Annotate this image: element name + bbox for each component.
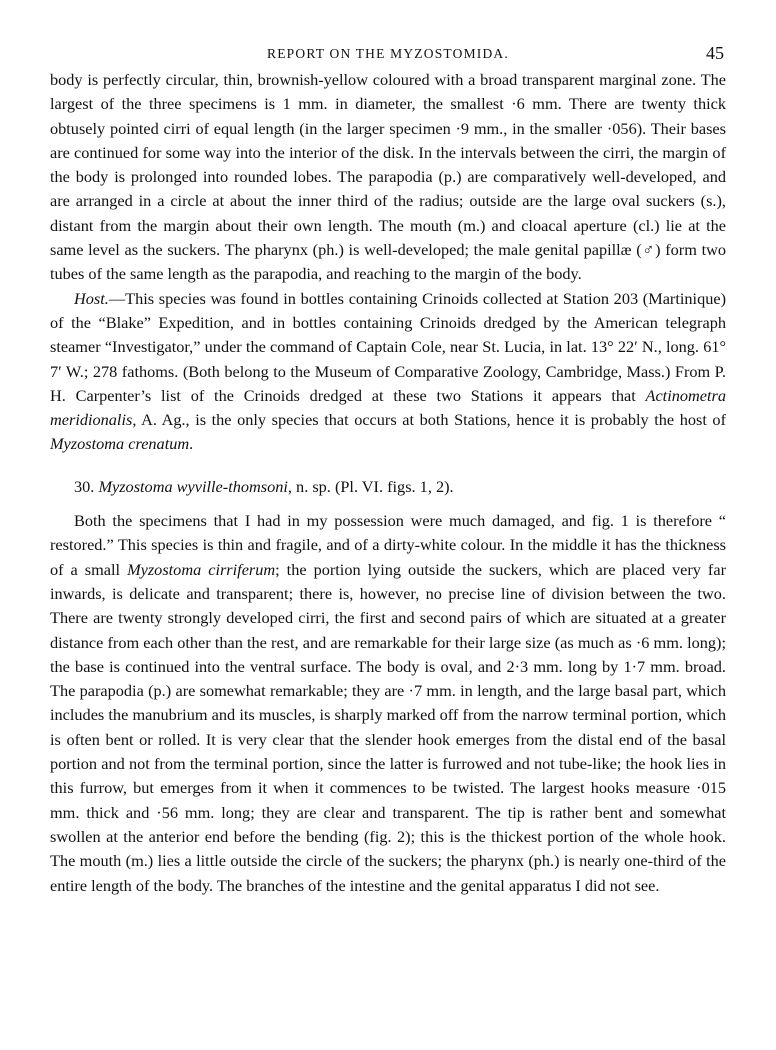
paragraph-continued: body is perfectly circular, thin, brownish-yellow coloured with a broad transparent marginal zone. The largest of the three specimens is 1 mm. in diameter, the smallest ·6 mm. There are twenty thick obtusely pointed cirri of equal length (in the larger specimen ·9 mm., in the smaller ·056). Their bases are continued for some way into the interior of the disk. In the intervals between the cirri, the margin of the body is prolonged into rounded lobes. The parapodia (p.) are comparatively well-developed, and are arranged in a circle at about the inner third of the radius; outside are the large oval suckers (s.), distant from the margin about their own length. The mouth (m.) and cloacal aperture (cl.) lie at the same level as the suckers. The pharynx (ph.) is well-developed; the male genital papillæ (♂) form two tubes of the same length as the parapodia, and reaching to the margin of the body. bbox=[50, 70, 726, 284]
host-label: Host. bbox=[74, 288, 109, 308]
section-number: 30. bbox=[74, 476, 95, 496]
desc-text-b: ; the portion lying outside the suckers, which are placed very far inwards, is delicate and transparent; there is, however, no precise line of division between the two. There are twenty strongly developed cirri, the first and second pairs of which are situated at a greater distance from each other than the rest, and are remarkable for their large size (as much as ·6 mm. long); the base is continued into the ventral surface. The body is oval, and 2·3 mm. long by 1·7 mm. broad. The parapodia (p.) are somewhat remarkable; they are ·7 mm. in length, and the large basal part, which includes the manubrium and its muscles, is sharply marked off from the narrow terminal portion, which is often bent or rolled. It is very clear that the slender hook emerges from the distal end of the basal portion and not from the terminal portion, since the latter is furrowed and not tube-like; the hook lies in this furrow, but emerges from it when it commences to be twisted. The largest hooks measure ·015 mm. thick and ·56 mm. long; they are clear and transparent. The tip is rather bent and somewhat swollen at the anterior end before the bending (fig. 2); this is the thickest portion of the whole hook. The mouth (m.) lies a little outside the circle of the suckers; the pharynx (ph.) is nearly one-third of the entire length of the body. The branches of the intestine and the genital apparatus I did not see. bbox=[50, 559, 726, 895]
desc-text-a: Both the specimens that I had in my possession were much damaged, and fig. 1 is therefore “ restored.” This species is thin and fragile, and of a dirty-white colour. In the middle it has the thickness of a small bbox=[50, 511, 726, 579]
section-suffix: , n. sp. (Pl. VI. figs. 1, 2). bbox=[287, 476, 454, 496]
host-species: Actinometra meridionalis bbox=[50, 385, 726, 430]
host-text-b: , A. Ag., is the only species that occurs at both Stations, hence it is probably the host of bbox=[132, 410, 726, 430]
paragraph-host bbox=[50, 287, 726, 457]
paragraph-description bbox=[50, 509, 726, 898]
body-text bbox=[50, 68, 726, 898]
section-heading bbox=[50, 475, 726, 499]
section-species-name: Myzostoma wyville-thomsoni bbox=[98, 476, 288, 496]
page-number: 45 bbox=[706, 43, 724, 63]
host-text-a: —This species was found in bottles containing Crinoids collected at Station 203 (Martinique) of the “Blake” Expedition, and in bottles containing Crinoids dredged by the American telegraph steamer “Investigator,” under the command of Captain Cole, near St. Lucia, in lat. 13° 22′ N., long. 61° 7′ W.; 278 fathoms. (Both belong to the Museum of Comparative Zoology, Cambridge, Mass.) From P. H. Carpenter’s list of the Crinoids dredged at these two Stations it appears that bbox=[50, 288, 726, 405]
host-text-end: . bbox=[189, 434, 194, 454]
desc-species: Myzostoma cirriferum bbox=[127, 559, 276, 579]
host-crenatum: Myzostoma crenatum bbox=[50, 434, 190, 454]
running-title: REPORT ON THE MYZOSTOMIDA. bbox=[267, 46, 509, 61]
page bbox=[50, 40, 726, 898]
page-header bbox=[50, 40, 726, 68]
